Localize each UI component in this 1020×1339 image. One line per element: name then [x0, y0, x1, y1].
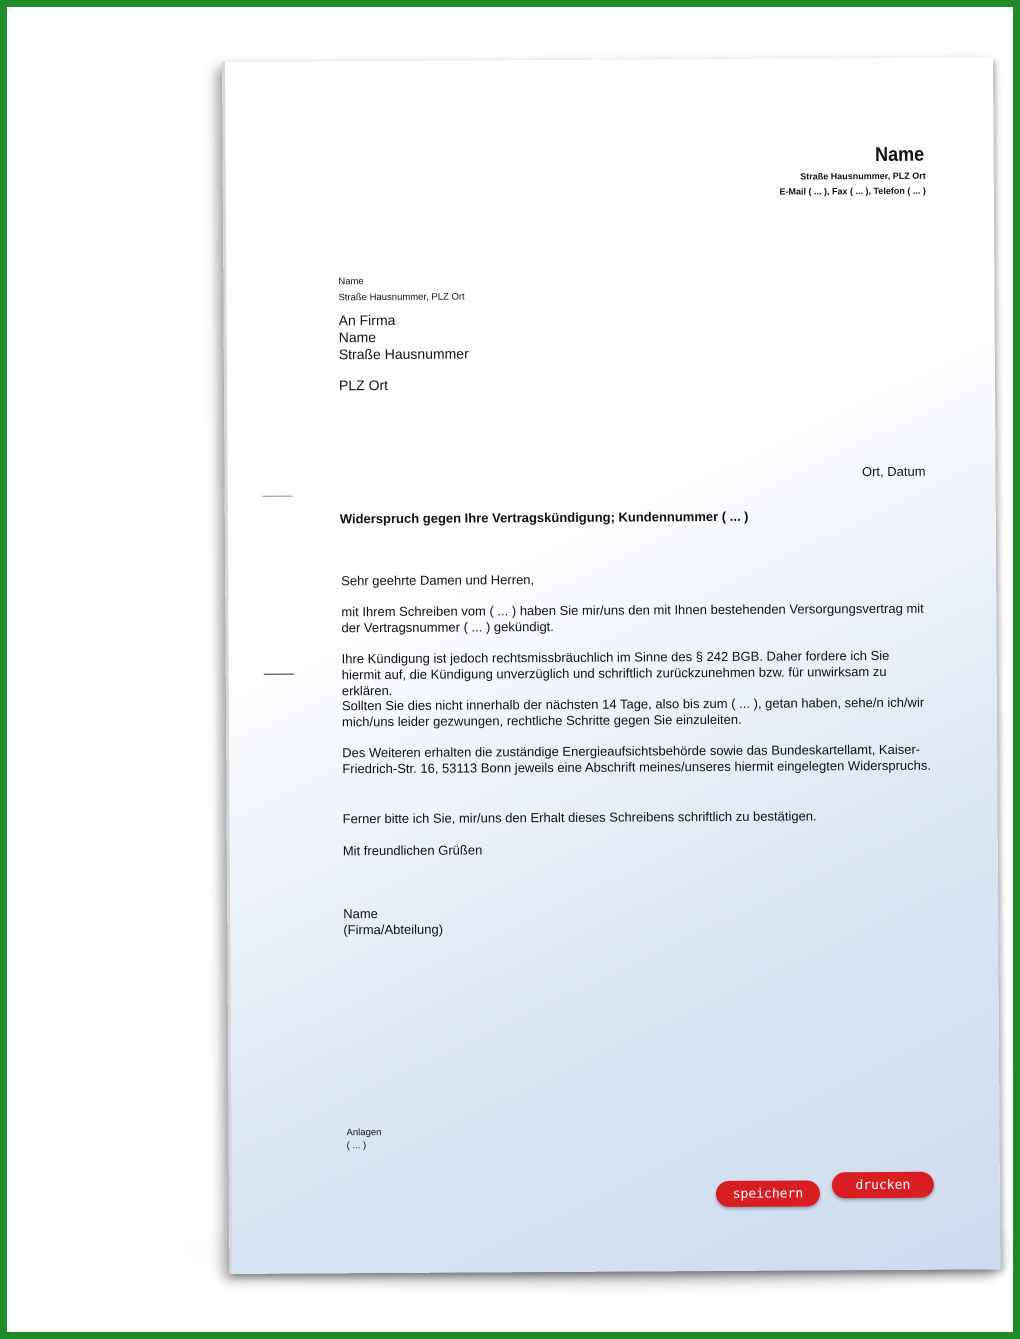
recipient-line-1: An Firma	[338, 311, 396, 329]
attachments-label: Anlagen	[346, 1127, 382, 1139]
sender-name: Name	[874, 143, 924, 167]
document-page-wrapper	[222, 57, 997, 1274]
return-address-name: Name	[338, 276, 364, 288]
signature-department: (Firma/Abteilung)	[343, 921, 444, 938]
paragraph-5: Ferner bitte ich Sie, mir/uns den Erhalt dieses Schreibens schriftlich zu bestätigen.	[342, 808, 817, 827]
sender-contact: E-Mail ( ... ), Fax ( ... ), Telefon ( ... )	[779, 185, 926, 197]
letter-subject: Widerspruch gegen Ihre Vertragskündigung; Kundennummer ( ... )	[339, 508, 749, 527]
signature-name: Name	[343, 906, 378, 922]
recipient-line-3: Straße Hausnummer	[338, 345, 469, 363]
return-address-street: Straße Hausnummer, PLZ Ort	[338, 291, 465, 304]
fold-mark	[263, 496, 293, 497]
recipient-line-4: PLZ Ort	[338, 376, 389, 394]
attachments-value: ( ... )	[346, 1140, 367, 1152]
salutation: Sehr geehrte Damen und Herren,	[341, 572, 535, 589]
save-button[interactable]: speichern	[716, 1180, 820, 1207]
letter-date: Ort, Datum	[861, 463, 926, 480]
closing: Mit freundlichen Grüßen	[342, 842, 483, 859]
paragraph-1: mit Ihrem Schreiben vom ( ... ) haben Sie mir/uns den mit Ihnen bestehenden Versorgungsvertrag mit der Vertragsnummer ( ... ) gekündigt.	[341, 600, 924, 636]
paragraph-3: Sollten Sie dies nicht innerhalb der nächsten 14 Tage, also bis zum ( ... ), getan haben, sehe/n ich/wir mich/uns leider gezwungen, rechtliche Schritte gegen Sie einzuleiten.	[341, 694, 925, 730]
recipient-line-2: Name	[338, 329, 377, 346]
paragraph-2: Ihre Kündigung ist jedoch rechtsmissbräuchlich im Sinne des § 242 BGB. Daher fordere ich Sie hiermit auf, die Kündigung unverzüglich und schriftlich zurückzunehmen bzw. für unwirksam zu erklären.	[341, 647, 890, 699]
sender-street: Straße Hausnummer, PLZ Ort	[800, 170, 926, 182]
punch-mark	[264, 674, 294, 675]
paragraph-4: Des Weiteren erhalten die zuständige Energieaufsichtsbehörde sowie das Bundeskartellamt, Kaiser-Friedrich-Str. 16, 53113 Bonn jeweils eine Abschrift meines/unseres hiermit eingelegten Widerspruchs.	[342, 741, 932, 777]
print-button[interactable]: drucken	[832, 1172, 934, 1199]
document-page	[222, 57, 1000, 1274]
